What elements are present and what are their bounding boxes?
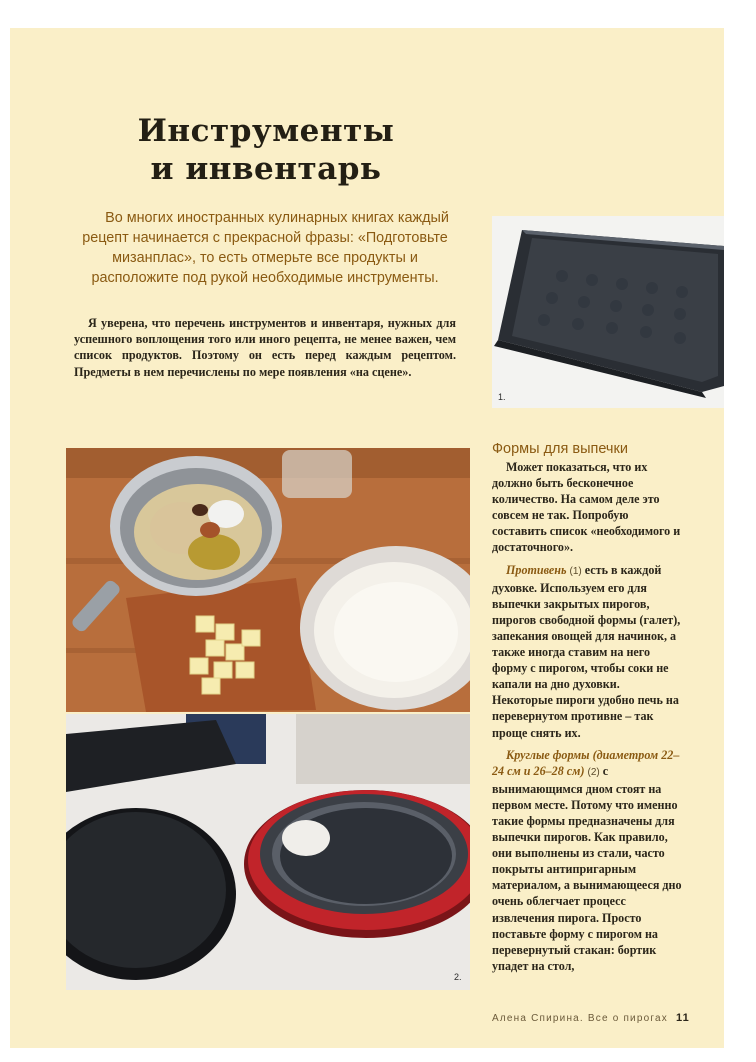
intro-paragraph	[74, 315, 456, 380]
photo-caption-2: 2.	[454, 972, 462, 982]
footer-text: Алена Спирина. Все о пирогах	[491, 1013, 668, 1024]
lead-paragraph	[74, 208, 456, 288]
tart-pans-photo	[66, 714, 470, 990]
page-footer	[420, 1012, 690, 1024]
baking-tray-photo	[492, 216, 724, 408]
book-page	[10, 28, 724, 1048]
baking-tray-illustration	[492, 216, 724, 408]
term-baking-sheet: Противень	[506, 562, 567, 577]
page-title	[10, 112, 522, 188]
photo-caption-1: 1.	[498, 392, 506, 402]
paragraph-3-text: с вынимающимся дном стоят на первом месте. Потому что именно такие формы предназначены для выпечки пирогов. Как правило, они выполнены из стали, часто покрыты антипригарным материалом, а вынимающееся дно очень облегчает процесс извлечения пирога. Просто поставьте форму с пирогом на перевернутый стакан: бортик упадет на стол,	[492, 763, 682, 973]
paragraph-2-text: есть в каждой духовке. Используем его для выпечки закрытых пирогов, пирогов свободной формы (галет), запекания овощей для начинок, а также иногда ставим на него форму с пирогом, чтобы соки не капали на дно духовки. Некоторые пироги удобно печь на перевернутом противне – так проще снять их.	[492, 562, 681, 740]
section-paragraph-3	[492, 747, 682, 974]
ingredients-photo	[66, 448, 470, 712]
ref-1: (1)	[569, 565, 582, 577]
section-paragraph-2	[492, 562, 682, 741]
tart-pans-illustration	[66, 714, 470, 990]
section-heading: Формы для выпечки	[492, 441, 628, 457]
lead-text: Во многих иностранных кулинарных книгах каждый рецепт начинается с прекрасной фразы: «Подготовьте мизанплас», то есть отмерьте все продукты и расположите под рукой необходимые инструменты.	[82, 210, 449, 286]
baking-forms-section	[492, 440, 682, 974]
intro-text: Я уверена, что перечень инструментов и инвентаря, нужных для успешного воплощения того или иного рецепта, не менее важен, чем список продуктов. Поэтому он есть перед каждым рецептом. Предметы в нем перечислены по мере появления «на сцене».	[74, 316, 456, 379]
ingredients-illustration	[66, 448, 470, 712]
section-paragraph-1: Может показаться, что их должно быть бесконечное количество. На самом деле это совсем не так. Попробую составить список «необходимого и достаточного».	[492, 460, 681, 555]
ref-2: (2)	[587, 766, 600, 778]
page-number: 11	[675, 1012, 690, 1024]
title-line-1: Инструменты	[137, 113, 395, 149]
title-line-2: и инвентарь	[150, 151, 382, 187]
term-round-forms: Круглые формы (диаметром 22–24 см и 26–28 см)	[492, 747, 680, 778]
